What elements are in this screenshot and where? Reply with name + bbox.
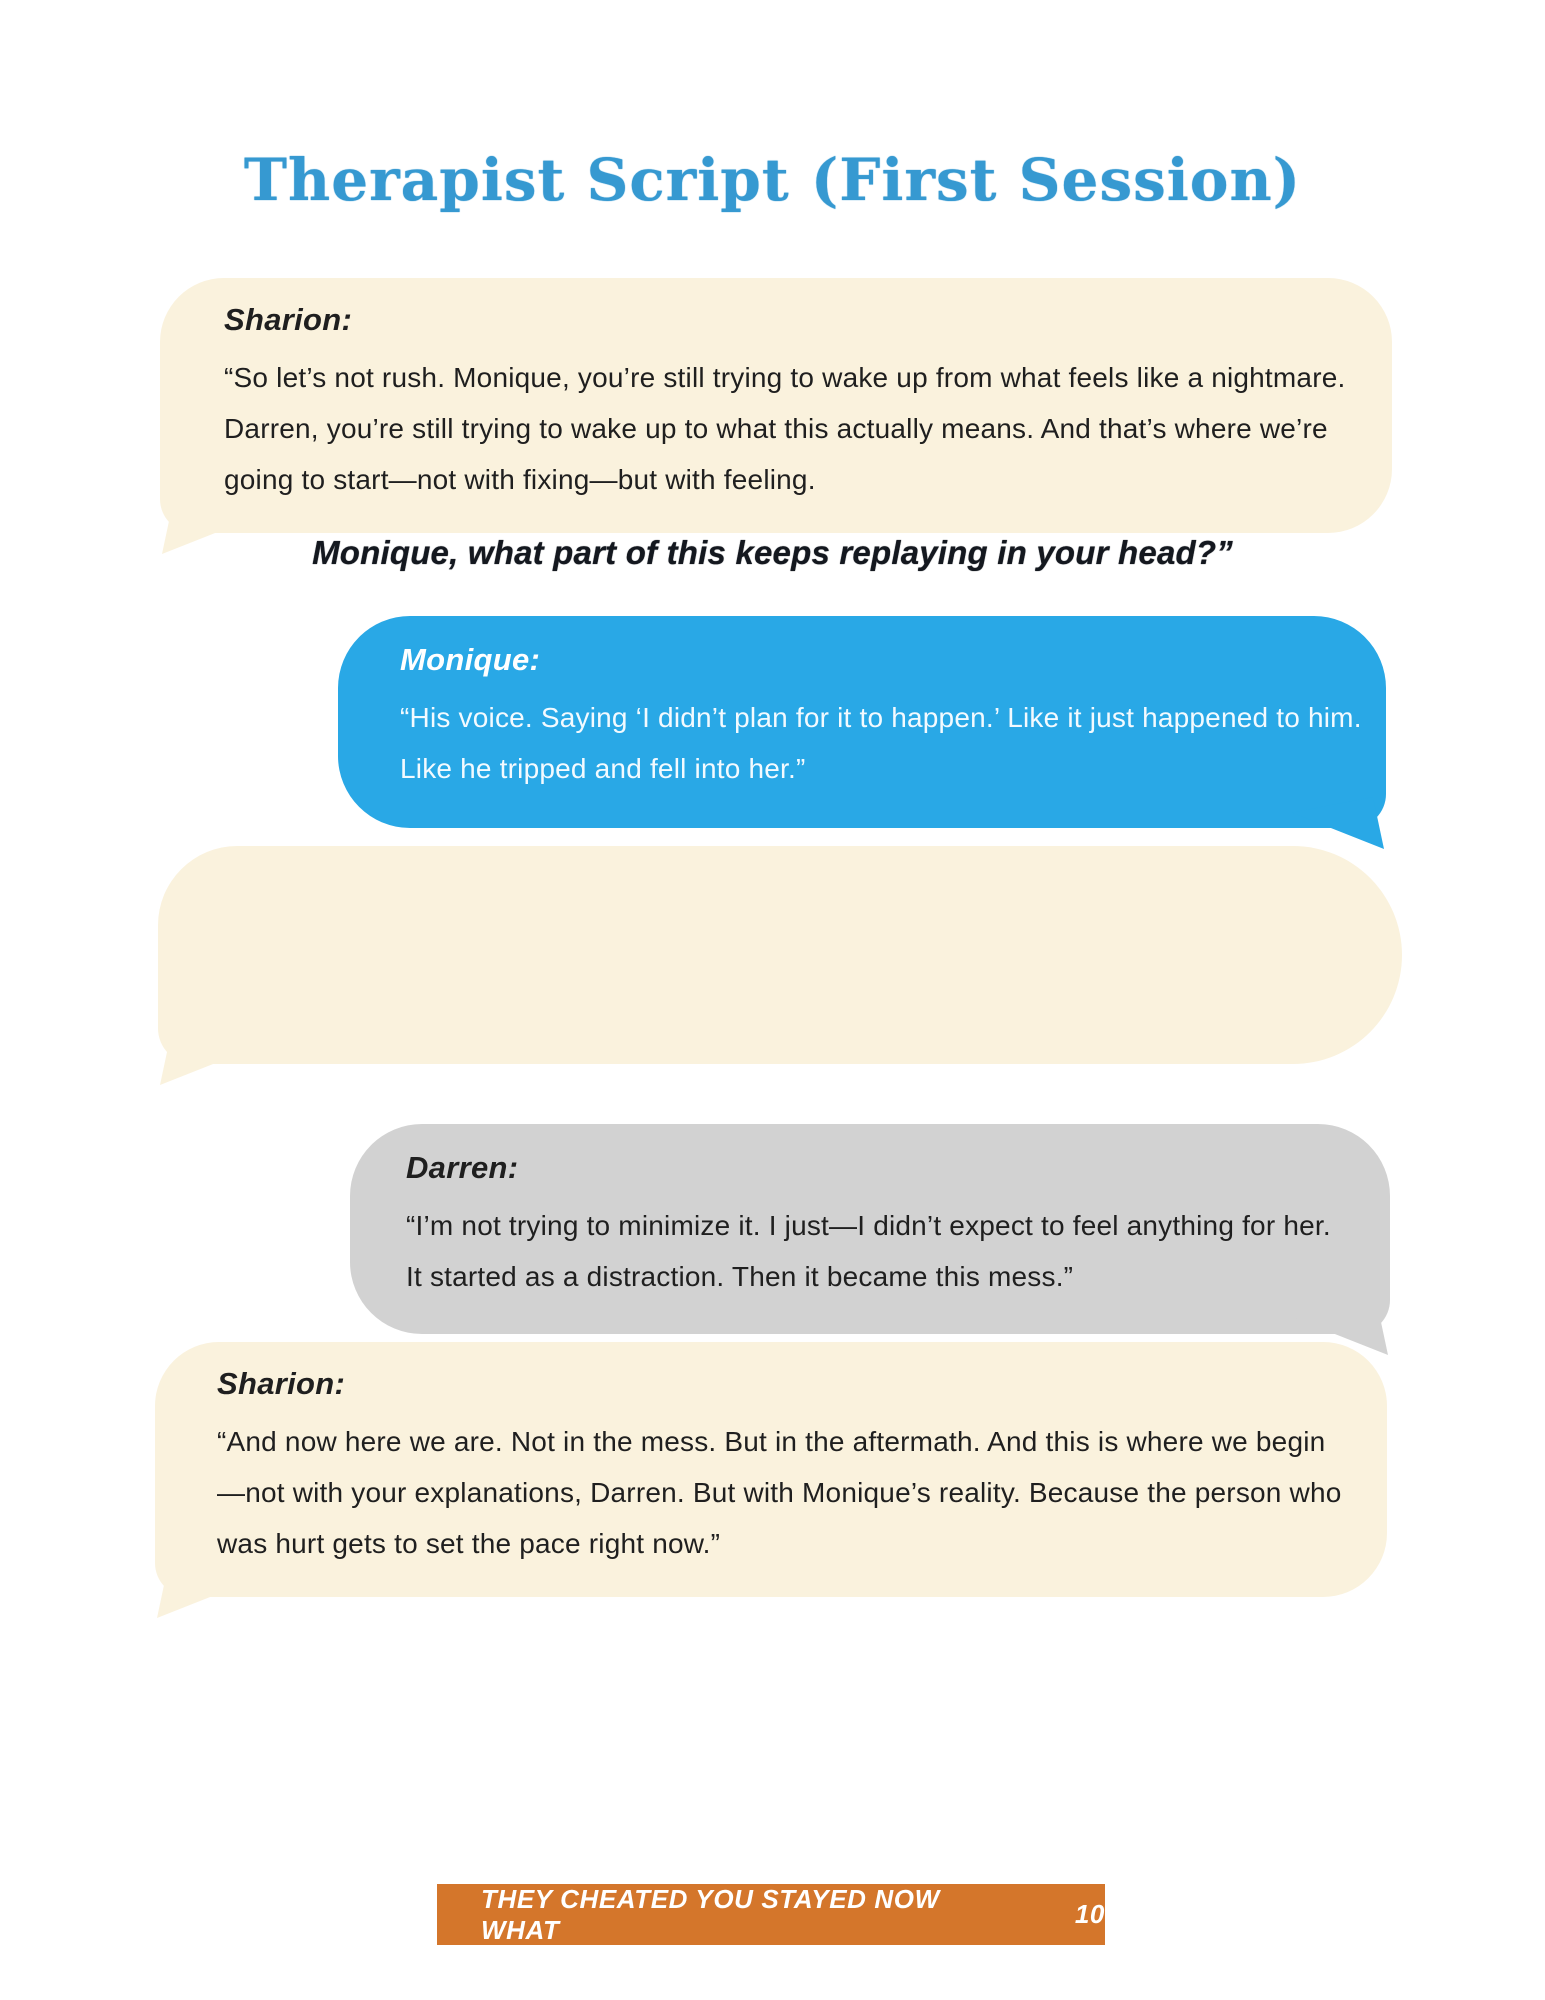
bubble-text: “I’m not trying to minimize it. I just—I didn’t expect to feel anything for her. It started as a distraction. Then it became this mess.” — [406, 1210, 1331, 1292]
speaker-label: Sharion: — [224, 302, 353, 337]
page-title: Therapist Script (First Session) — [243, 146, 1302, 214]
therapist-question: Monique, what part of this keeps replaying in your head?” — [312, 534, 1233, 571]
speech-bubble-monique — [338, 616, 1386, 828]
bubble-text: “So let’s not rush. Monique, you’re still trying to wake up from what feels like a nightmare. Darren, you’re still trying to wake up to what this actually means. And that’s where we’re going to start—not with fixing—but with feeling. — [224, 362, 1346, 495]
empty-speech-bubble — [158, 846, 1402, 1064]
speaker-label: Darren: — [406, 1150, 519, 1185]
speaker-label: Monique: — [400, 642, 541, 677]
footer-bar — [437, 1884, 1105, 1945]
speech-bubble-sharion-1 — [160, 278, 1392, 533]
footer-page-number: 10 — [1074, 1899, 1105, 1929]
footer-book-title: THEY CHEATED YOU STAYED NOW WHAT — [481, 1883, 940, 1945]
speech-bubble-sharion-2 — [155, 1342, 1387, 1597]
speech-bubble-darren — [350, 1124, 1390, 1334]
bubble-text: “His voice. Saying ‘I didn’t plan for it to happen.’ Like it just happened to him. Like he tripped and fell into her.” — [400, 702, 1362, 784]
speaker-label: Sharion: — [217, 1366, 346, 1401]
bubble-text: “And now here we are. Not in the mess. But in the aftermath. And this is where we begin—not with your explanations, Darren. But with Monique’s reality. Because the person who was hurt gets to set the pace right now.” — [217, 1426, 1342, 1559]
